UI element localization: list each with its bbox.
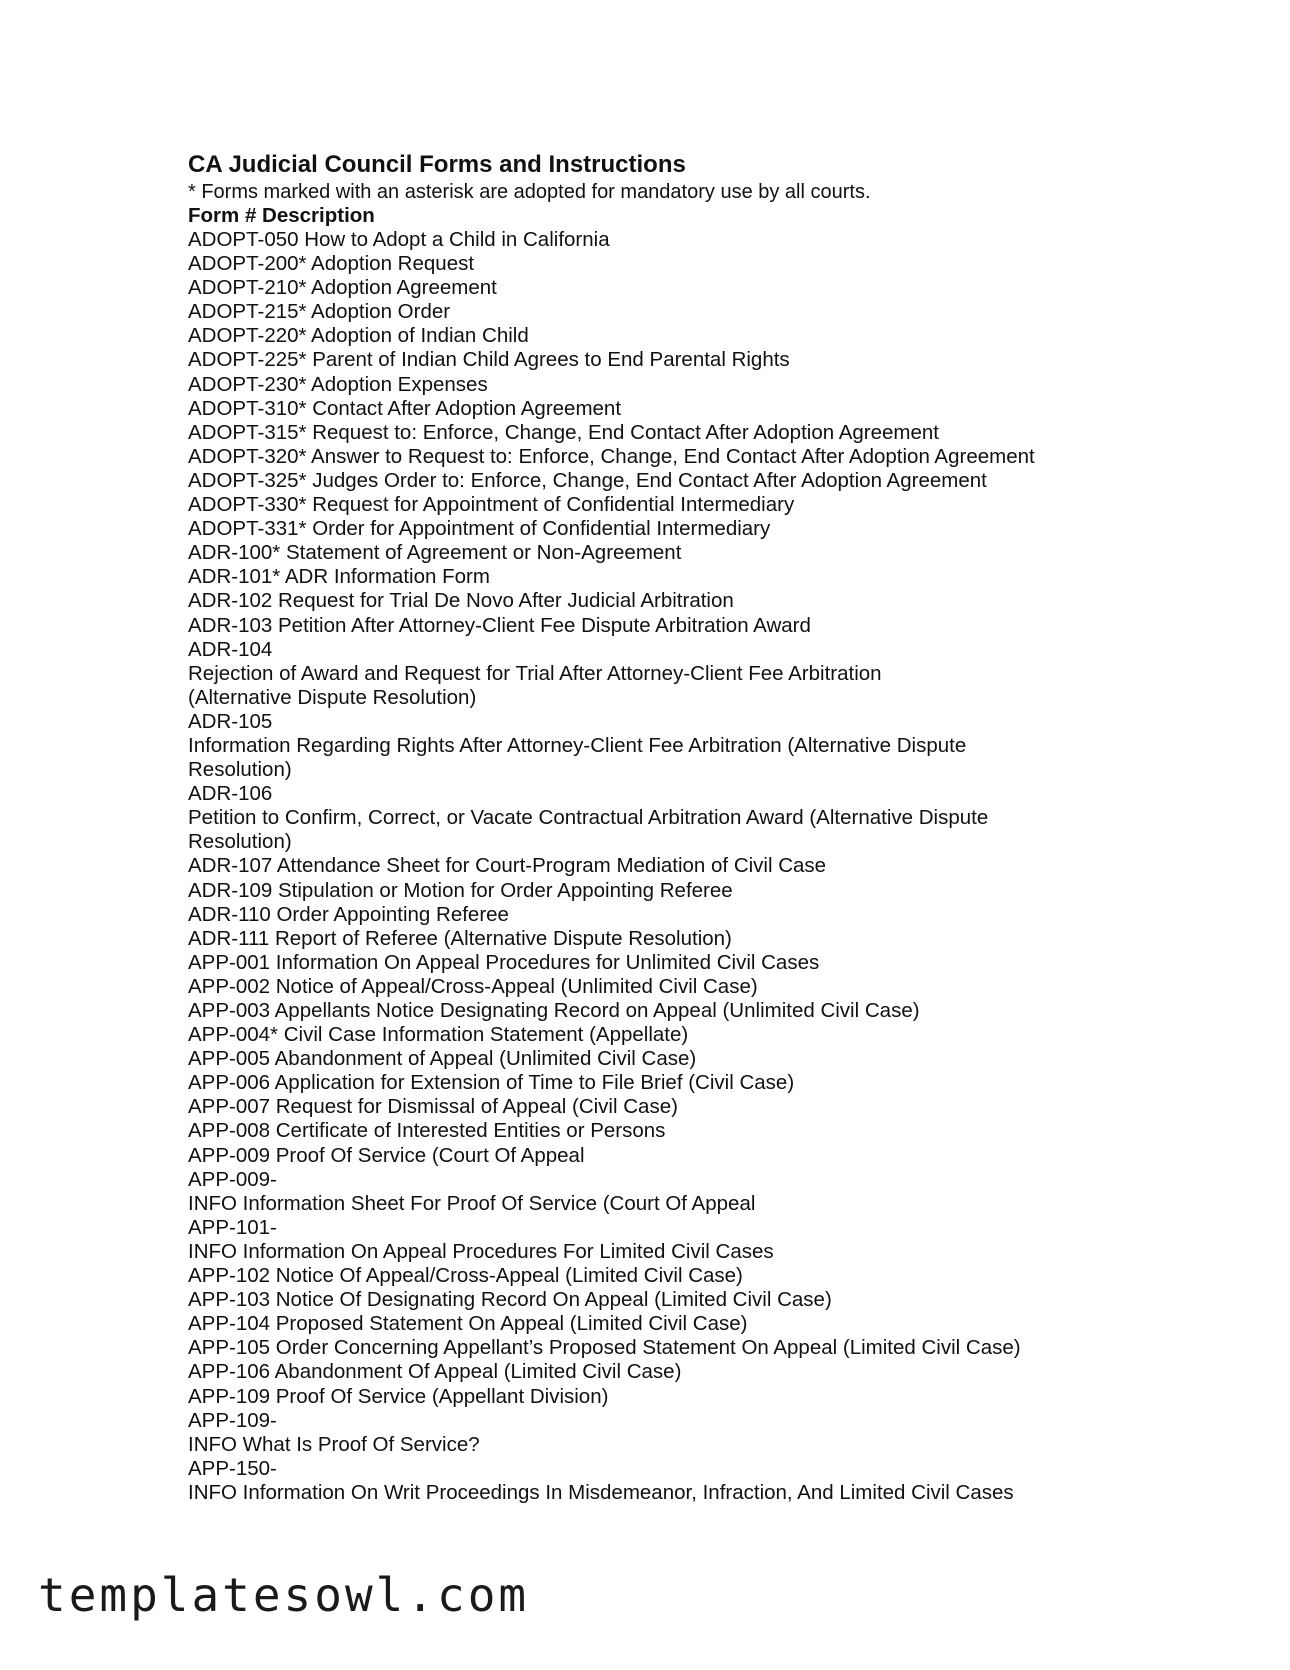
form-list-line: ADR-107 Attendance Sheet for Court-Program Mediation of Civil Case — [188, 854, 827, 878]
form-list-line: APP-102 Notice Of Appeal/Cross-Appeal (Limited Civil Case) — [188, 1264, 743, 1288]
form-list-line: APP-009 Proof Of Service (Court Of Appeal — [188, 1143, 585, 1167]
form-list-line: INFO Information Sheet For Proof Of Service (Court Of Appeal — [188, 1191, 756, 1215]
form-list-line: APP-009- — [188, 1167, 277, 1191]
form-list-line: (Alternative Dispute Resolution) — [188, 685, 477, 709]
form-list-line: ADOPT-210* Adoption Agreement — [188, 276, 497, 300]
watermark-text: templatesowl.com — [38, 1568, 530, 1622]
form-list-line: ADR-110 Order Appointing Referee — [188, 902, 509, 926]
form-list-line: INFO Information On Writ Proceedings In Misdemeanor, Infraction, And Limited Civil Cases — [188, 1480, 1014, 1504]
form-list-line: APP-002 Notice of Appeal/Cross-Appeal (Unlimited Civil Case) — [188, 974, 758, 998]
form-list-line: Resolution) — [188, 758, 292, 782]
form-list-line: ADR-100* Statement of Agreement or Non-Agreement — [188, 541, 682, 565]
form-list-line: ADOPT-225* Parent of Indian Child Agrees to End Parental Rights — [188, 348, 790, 372]
form-list-line: ADOPT-331* Order for Appointment of Confidential Intermediary — [188, 517, 771, 541]
form-list-line: ADR-109 Stipulation or Motion for Order Appointing Referee — [188, 878, 733, 902]
form-list-line: APP-101- — [188, 1215, 277, 1239]
form-list-line: APP-003 Appellants Notice Designating Record on Appeal (Unlimited Civil Case) — [188, 999, 920, 1022]
form-list-line: ADOPT-310* Contact After Adoption Agreement — [188, 396, 622, 420]
form-list-line: ADOPT-220* Adoption of Indian Child — [188, 324, 529, 348]
form-list-line: ADOPT-215* Adoption Order — [188, 300, 451, 324]
form-list-line: ADOPT-315* Request to: Enforce, Change, End Contact After Adoption Agreement — [188, 420, 939, 444]
form-list-line: APP-103 Notice Of Designating Record On Appeal (Limited Civil Case) — [188, 1288, 832, 1312]
form-list-line: Petition to Confirm, Correct, or Vacate Contractual Arbitration Award (Alternative Dispute — [188, 806, 989, 830]
form-list-line: ADR-103 Petition After Attorney-Client Fee Dispute Arbitration Award — [188, 613, 811, 637]
form-list-line: APP-150- — [188, 1456, 277, 1480]
form-list-line: ADOPT-325* Judges Order to: Enforce, Change, End Contact After Adoption Agreement — [188, 468, 987, 492]
form-list-line: Information Regarding Rights After Attorney-Client Fee Arbitration (Alternative Dispute — [188, 733, 967, 757]
form-list-line: APP-005 Abandonment of Appeal (Unlimited Civil Case) — [188, 1047, 697, 1071]
form-list-line: APP-109 Proof Of Service (Appellant Division) — [188, 1384, 609, 1408]
form-list-line: ADOPT-200* Adoption Request — [188, 252, 475, 276]
form-list-line: Resolution) — [188, 830, 292, 854]
form-list-line: APP-004* Civil Case Information Statement (Appellate) — [188, 1023, 689, 1047]
form-list-line: ADOPT-050 How to Adopt a Child in California — [188, 228, 610, 251]
form-list — [188, 228, 1188, 1505]
document-page — [188, 150, 1188, 1505]
form-list-line: ADOPT-330* Request for Appointment of Confidential Intermediary — [188, 493, 795, 517]
form-list-line: ADOPT-320* Answer to Request to: Enforce, Change, End Contact After Adoption Agreement — [188, 444, 1035, 468]
document-title: CA Judicial Council Forms and Instructions — [188, 151, 686, 178]
form-list-line: APP-007 Request for Dismissal of Appeal (Civil Case) — [188, 1095, 678, 1119]
form-list-line: INFO What Is Proof Of Service? — [188, 1432, 480, 1456]
form-list-line: ADR-106 — [188, 782, 273, 806]
form-list-line: ADR-104 — [188, 637, 273, 661]
form-list-line: ADR-105 — [188, 709, 273, 733]
form-list-line: APP-109- — [188, 1408, 277, 1432]
form-list-line: APP-008 Certificate of Interested Entities or Persons — [188, 1119, 666, 1143]
form-list-line: Rejection of Award and Request for Trial After Attorney-Client Fee Arbitration — [188, 661, 882, 685]
form-list-line: ADR-102 Request for Trial De Novo After Judicial Arbitration — [188, 589, 734, 613]
form-list-line: ADR-111 Report of Referee (Alternative Dispute Resolution) — [188, 926, 732, 950]
form-list-line: INFO Information On Appeal Procedures For Limited Civil Cases — [188, 1239, 774, 1263]
form-list-line: APP-106 Abandonment Of Appeal (Limited Civil Case) — [188, 1360, 682, 1384]
column-header: Form # Description — [188, 204, 375, 227]
form-list-line: ADOPT-230* Adoption Expenses — [188, 372, 488, 396]
form-list-line: ADR-101* ADR Information Form — [188, 565, 490, 589]
form-list-line: APP-006 Application for Extension of Time to File Brief (Civil Case) — [188, 1071, 795, 1095]
form-list-line: APP-104 Proposed Statement On Appeal (Limited Civil Case) — [188, 1312, 748, 1336]
form-list-line: APP-001 Information On Appeal Procedures for Unlimited Civil Cases — [188, 950, 820, 974]
mandatory-use-note: * Forms marked with an asterisk are adopted for mandatory use by all courts. — [188, 181, 871, 203]
form-list-line: APP-105 Order Concerning Appellant’s Proposed Statement On Appeal (Limited Civil Case) — [188, 1336, 1021, 1360]
